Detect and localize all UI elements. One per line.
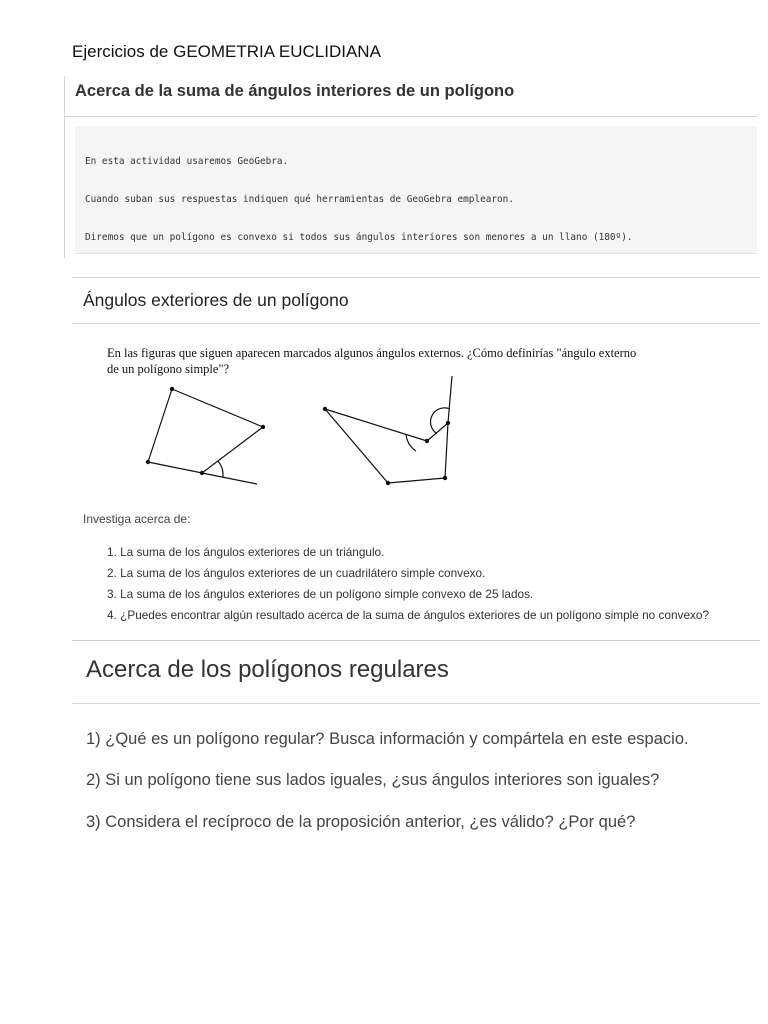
section-separator xyxy=(72,277,760,278)
activity-text-block xyxy=(75,126,757,254)
document-title: Ejercicios de GEOMETRIA EUCLIDIANA xyxy=(72,42,381,61)
activity-line: En esta actividad usaremos GeoGebra. xyxy=(85,156,289,168)
extended-side xyxy=(202,473,257,484)
concave-quadrilateral xyxy=(325,376,452,483)
regular-polygons-heading: Acerca de los polígonos regulares xyxy=(86,656,449,683)
prompt-line: En las figuras que siguen aparecen marcados algunos ángulos externos. ¿Cómo definirías "ángulo externo xyxy=(107,346,637,360)
side xyxy=(325,409,427,441)
quadrilateral-vertices xyxy=(146,387,265,475)
side xyxy=(388,478,445,483)
exterior-angles-heading: Ángulos exteriores de un polígono xyxy=(83,290,349,310)
divider xyxy=(65,116,757,117)
regular-question: 3) Considera el recíproco de la proposición anterior, ¿es válido? ¿Por qué? xyxy=(86,813,636,831)
exterior-questions-list xyxy=(107,542,709,626)
side xyxy=(445,423,448,478)
list-item: 2. La suma de los ángulos exteriores de un cuadrilátero simple convexo. xyxy=(107,566,486,580)
list-item: 3. La suma de los ángulos exteriores de un polígono simple convexo de 25 lados. xyxy=(107,587,534,601)
side xyxy=(427,423,448,441)
section-separator xyxy=(72,703,760,704)
investiga-label: Investiga acerca de: xyxy=(83,512,191,526)
side xyxy=(325,409,388,483)
regular-question: 2) Si un polígono tiene sus lados iguales, ¿sus ángulos interiores son iguales? xyxy=(86,771,660,789)
section-separator xyxy=(72,640,760,641)
prompt-line: de un polígono simple"? xyxy=(107,362,230,376)
exterior-angles-figure xyxy=(130,372,470,492)
convex-quadrilateral xyxy=(148,389,263,484)
activity-line: Cuando suban sus respuestas indiquen qué herramientas de GeoGebra emplearon. xyxy=(85,193,514,205)
activity-line: Diremos que un polígono es convexo si todos sus ángulos interiores son menores a un llano (180º). xyxy=(85,231,633,243)
extended-side xyxy=(448,376,452,423)
section-separator xyxy=(72,323,760,324)
quadrilateral-outline xyxy=(148,389,263,473)
interior-angles-heading: Acerca de la suma de ángulos interiores de un polígono xyxy=(75,82,515,100)
regular-question: 1) ¿Qué es un polígono regular? Busca información y compártela en este espacio. xyxy=(86,730,689,748)
list-item: 1. La suma de los ángulos exteriores de un triángulo. xyxy=(107,545,385,559)
interior-angles-section xyxy=(64,76,757,258)
exterior-angle-arc xyxy=(218,461,223,477)
list-item: 4. ¿Puedes encontrar algún resultado acerca de la suma de ángulos exteriores de un polígono simple no convexo? xyxy=(107,608,710,622)
